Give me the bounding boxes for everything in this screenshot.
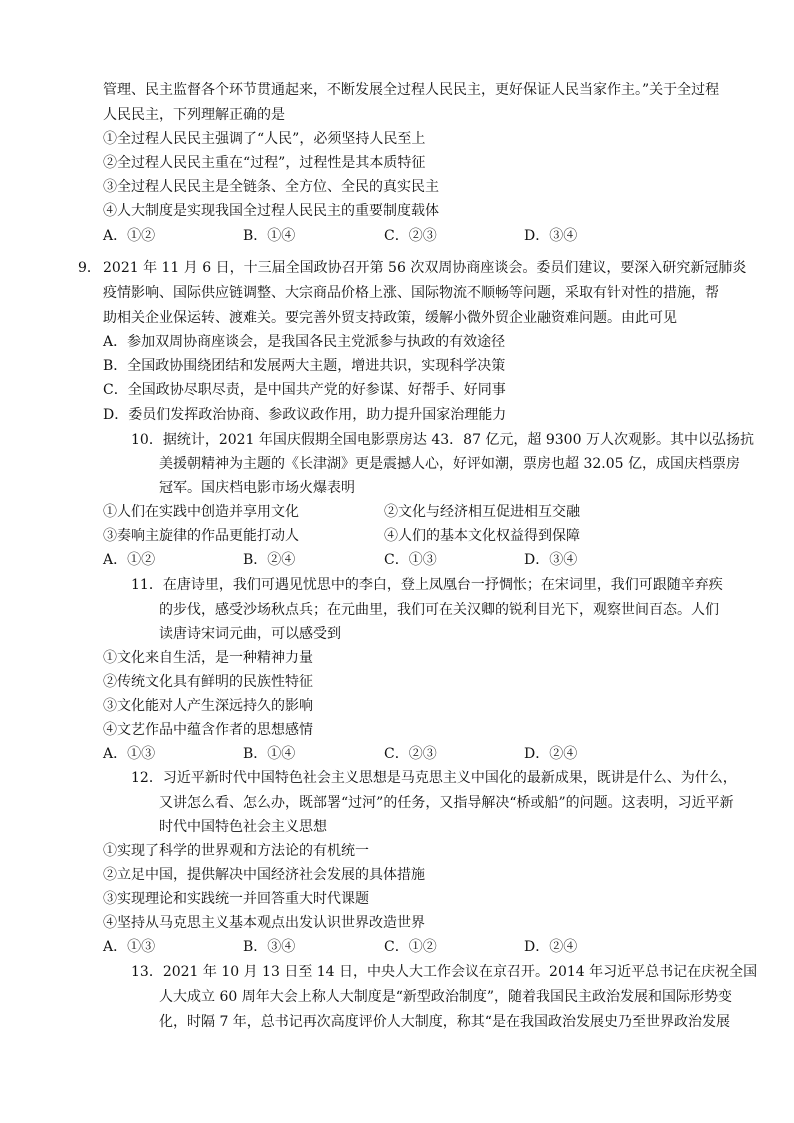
q8-statement-4: ④人大制度是实现我国全过程人民民主的重要制度载体	[103, 203, 439, 219]
q11-statement-4: ④文艺作品中蕴含作者的思想感情	[103, 722, 313, 738]
q13-stem-line-3: 化，时隔 7 年，总书记再次高度评价人大制度，称其“是在我国政治发展史乃至世界政治发展	[159, 1014, 730, 1030]
q12-option-a: A．①③	[103, 939, 156, 955]
q11-option-a: A．①③	[103, 746, 156, 762]
q10-statement-3: ③奏响主旋律的作品更能打动人	[103, 528, 299, 544]
q10-option-d: D．③④	[524, 552, 578, 568]
q8-statement-2: ②全过程人民民主重在“过程”，过程性是其本质特征	[103, 155, 426, 171]
q12-stem-line-2: 又讲怎么看、怎么办，既部署“过河”的任务，又指导解决“桥或船”的问题。这表明，习近平新	[159, 795, 734, 811]
q9-option-b: B．全国政协围绕团结和发展两大主题，增进共识，实现科学决策	[103, 358, 506, 374]
q8-stem-line-1: 管理、民主监督各个环节贯通起来，不断发展全过程人民民主，更好保证人民当家作主。”关于全过程	[103, 82, 720, 98]
q9-stem-line-3: 助相关企业保运转、渡难关。要完善外贸支持政策，缓解小微外贸企业融资难问题。由此可见	[103, 310, 677, 326]
q10-stem-line-1: 10．据统计，2021 年国庆假期全国电影票房达 43．87 亿元，超 9300 万人次观影。其中以弘扬抗	[131, 432, 754, 448]
q12-statement-4: ④坚持从马克思主义基本观点出发认识世界改造世界	[103, 915, 425, 931]
q10-stem-line-3: 冠军。国庆档电影市场火爆表明	[159, 480, 355, 496]
q8-statement-3: ③全过程人民民主是全链条、全方位、全民的真实民主	[103, 179, 439, 195]
q8-option-d: D．③④	[524, 228, 578, 244]
q8-stem-line-2: 人民民主，下列理解正确的是	[103, 107, 285, 123]
q10-statement-4: ④人们的基本文化权益得到保障	[384, 528, 580, 544]
q10-statement-1: ①人们在实践中创造并享用文化	[103, 504, 299, 520]
q9-option-a: A．参加双周协商座谈会，是我国各民主党派参与执政的有效途径	[103, 334, 506, 350]
q13-stem-line-2: 人大成立 60 周年大会上称人大制度是“新型政治制度”，随着我国民主政治发展和国际形势变	[159, 989, 733, 1005]
q12-option-c: C．①②	[384, 939, 437, 955]
q10-option-b: B．②④	[243, 552, 296, 568]
q9-number: 9．	[78, 260, 101, 276]
q8-option-a: A．①②	[103, 228, 156, 244]
q12-stem-line-3: 时代中国特色社会主义思想	[159, 819, 327, 835]
q13-stem-line-1: 13．2021 年 10 月 13 日至 14 日，中央人大工作会议在京召开。2014 年习近平总书记在庆祝全国	[131, 964, 758, 980]
q11-statement-1: ①文化来自生活，是一种精神力量	[103, 650, 313, 666]
q11-option-c: C．②③	[384, 746, 437, 762]
q9-option-d: D．委员们发挥政治协商、参政议政作用，助力提升国家治理能力	[103, 407, 507, 423]
q9-option-c: C．全国政协尽职尽责，是中国共产党的好参谋、好帮手、好同事	[103, 382, 506, 398]
q12-statement-3: ③实现理论和实践统一并回答重大时代课题	[103, 891, 369, 907]
q11-stem-line-1: 11．在唐诗里，我们可遇见忧思中的李白，登上凤凰台一抒惆怅；在宋词里，我们可跟随辛弃疾	[131, 577, 723, 593]
q8-statement-1: ①全过程人民民主强调了“人民”，必须坚持人民至上	[103, 131, 426, 147]
q10-option-a: A．①②	[103, 552, 156, 568]
q11-option-b: B．①④	[243, 746, 296, 762]
q9-stem-line-2: 疫情影响、国际供应链调整、大宗商品价格上涨、国际物流不顺畅等问题，采取有针对性的措施，帮	[103, 285, 719, 301]
q11-stem-line-2: 的步伐，感受沙场秋点兵；在元曲里，我们可在关汉卿的锐利目光下，观察世间百态。人们	[159, 602, 719, 618]
q8-option-b: B．①④	[243, 228, 296, 244]
q12-statement-2: ②立足中国，提供解决中国经济社会发展的具体措施	[103, 867, 425, 883]
q10-option-c: C．①③	[384, 552, 437, 568]
q9-stem-line-1: 2021 年 11 月 6 日，十三届全国政协召开第 56 次双周协商座谈会。委员们建议，要深入研究新冠肺炎	[103, 260, 747, 276]
q11-stem-line-3: 读唐诗宋词元曲，可以感受到	[159, 626, 341, 642]
q12-statement-1: ①实现了科学的世界观和方法论的有机统一	[103, 843, 369, 859]
q11-option-d: D．②④	[524, 746, 578, 762]
q12-stem-line-1: 12．习近平新时代中国特色社会主义思想是马克思主义中国化的最新成果，既讲是什么、为什么，	[131, 770, 737, 786]
q10-stem-line-2: 美援朝精神为主题的《长津湖》更是震撼人心，好评如潮，票房也超 32.05 亿，成国庆档票房	[159, 456, 740, 472]
q11-statement-3: ③文化能对人产生深远持久的影响	[103, 698, 313, 714]
q11-statement-2: ②传统文化具有鲜明的民族性特征	[103, 674, 313, 690]
q10-statement-2: ②文化与经济相互促进相互交融	[384, 504, 580, 520]
q12-option-d: D．②④	[524, 939, 578, 955]
q12-option-b: B．③④	[243, 939, 296, 955]
q8-option-c: C．②③	[384, 228, 437, 244]
